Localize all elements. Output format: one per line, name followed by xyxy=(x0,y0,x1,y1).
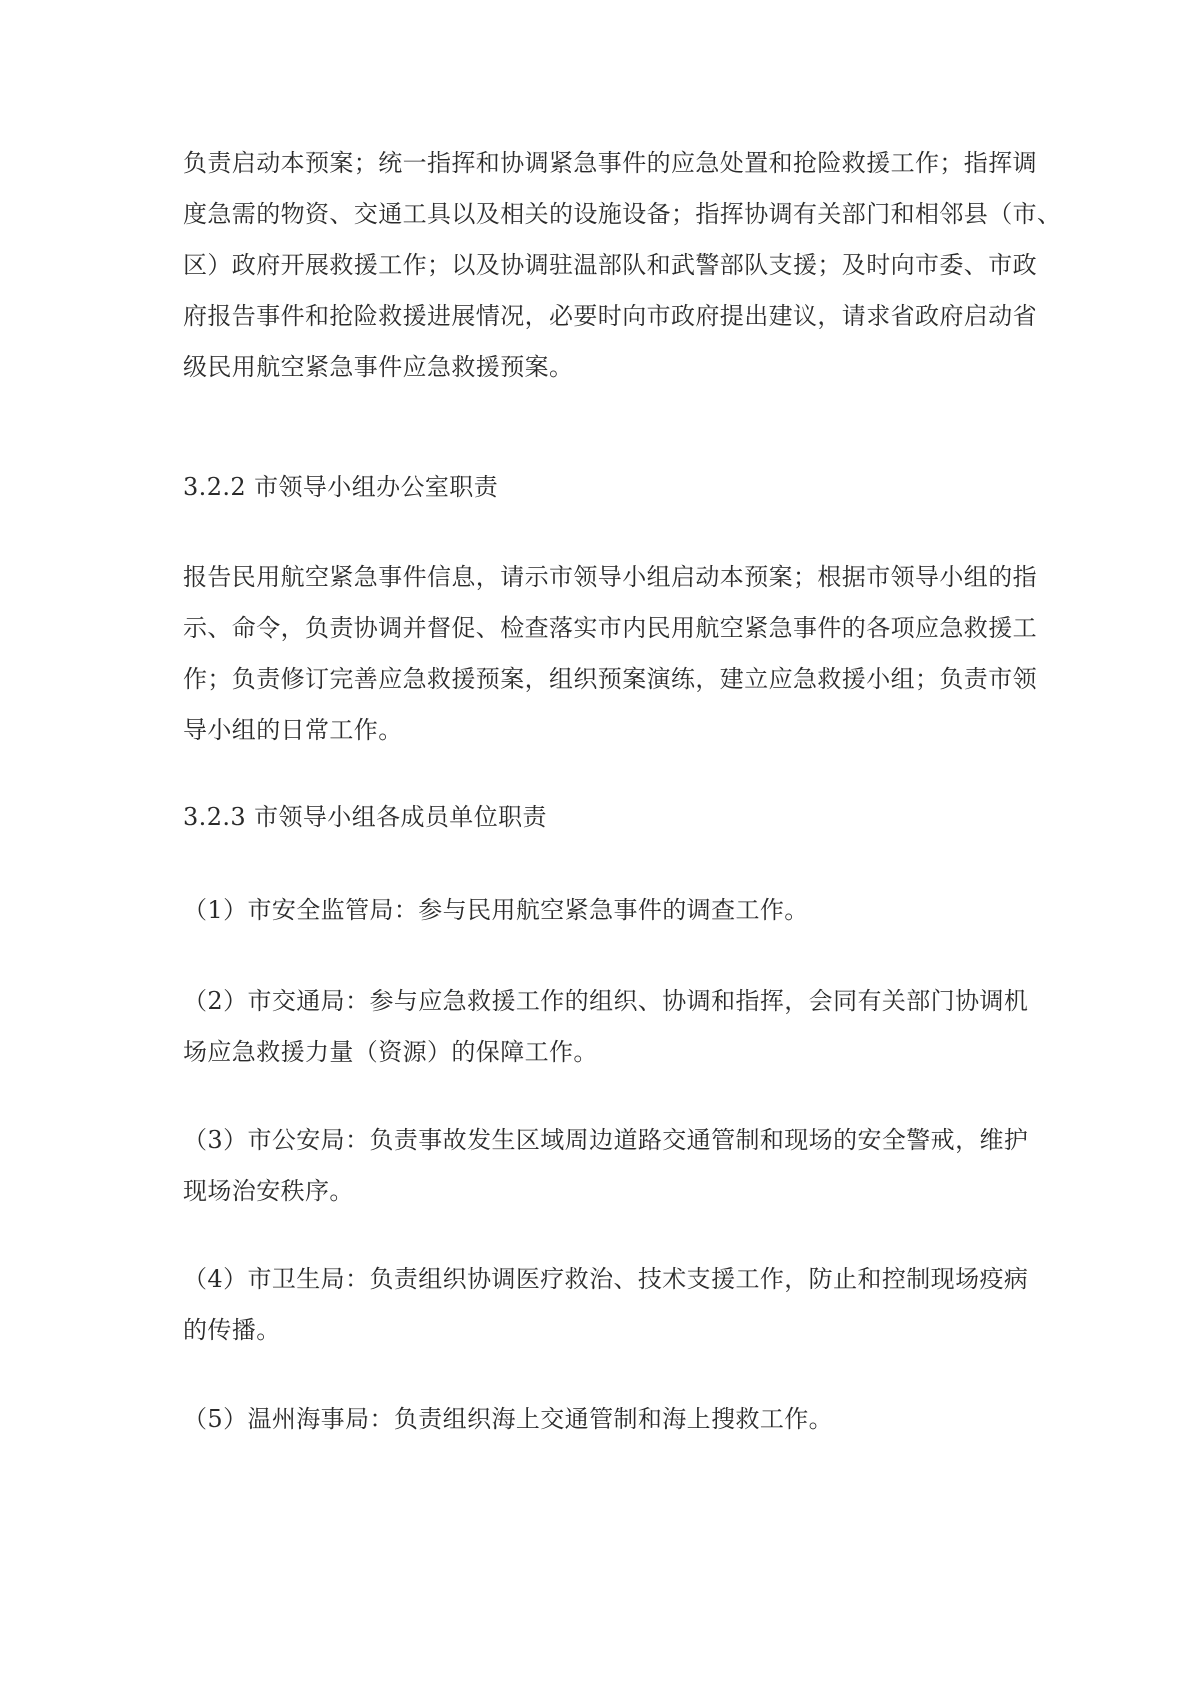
list-item: （4）市卫生局：负责组织协调医疗救治、技术支援工作，防止和控制现场疫病 xyxy=(183,1265,1029,1293)
paragraph-line: 区）政府开展救援工作；以及协调驻温部队和武警部队支援；及时向市委、市政 xyxy=(183,251,1037,279)
list-item-continuation: 场应急救援力量（资源）的保障工作。 xyxy=(183,1038,598,1066)
paragraph-line: 级民用航空紧急事件应急救援预案。 xyxy=(183,353,574,381)
paragraph-line: 府报告事件和抢险救援进展情况，必要时向市政府提出建议，请求省政府启动省 xyxy=(183,302,1037,330)
section-heading: 3.2.3 市领导小组各成员单位职责 xyxy=(183,803,547,831)
list-item: （3）市公安局：负责事故发生区域周边道路交通管制和现场的安全警戒，维护 xyxy=(183,1126,1029,1154)
list-item: （1）市安全监管局：参与民用航空紧急事件的调查工作。 xyxy=(183,896,809,924)
list-item: （5）温州海事局：负责组织海上交通管制和海上搜救工作。 xyxy=(183,1405,834,1433)
paragraph-line: 示、命令，负责协调并督促、检查落实市内民用航空紧急事件的各项应急救援工 xyxy=(183,614,1037,642)
paragraph-line: 度急需的物资、交通工具以及相关的设施设备；指挥协调有关部门和相邻县（市、 xyxy=(183,200,1062,228)
paragraph-line: 负责启动本预案；统一指挥和协调紧急事件的应急处置和抢险救援工作；指挥调 xyxy=(183,149,1037,177)
paragraph-line: 报告民用航空紧急事件信息，请示市领导小组启动本预案；根据市领导小组的指 xyxy=(183,563,1037,591)
paragraph-line: 作；负责修订完善应急救援预案，组织预案演练，建立应急救援小组；负责市领 xyxy=(183,665,1037,693)
list-item: （2）市交通局：参与应急救援工作的组织、协调和指挥，会同有关部门协调机 xyxy=(183,987,1029,1015)
list-item-continuation: 现场治安秩序。 xyxy=(183,1177,354,1205)
section-heading: 3.2.2 市领导小组办公室职责 xyxy=(183,473,499,501)
paragraph-line: 导小组的日常工作。 xyxy=(183,716,403,744)
list-item-continuation: 的传播。 xyxy=(183,1316,281,1344)
